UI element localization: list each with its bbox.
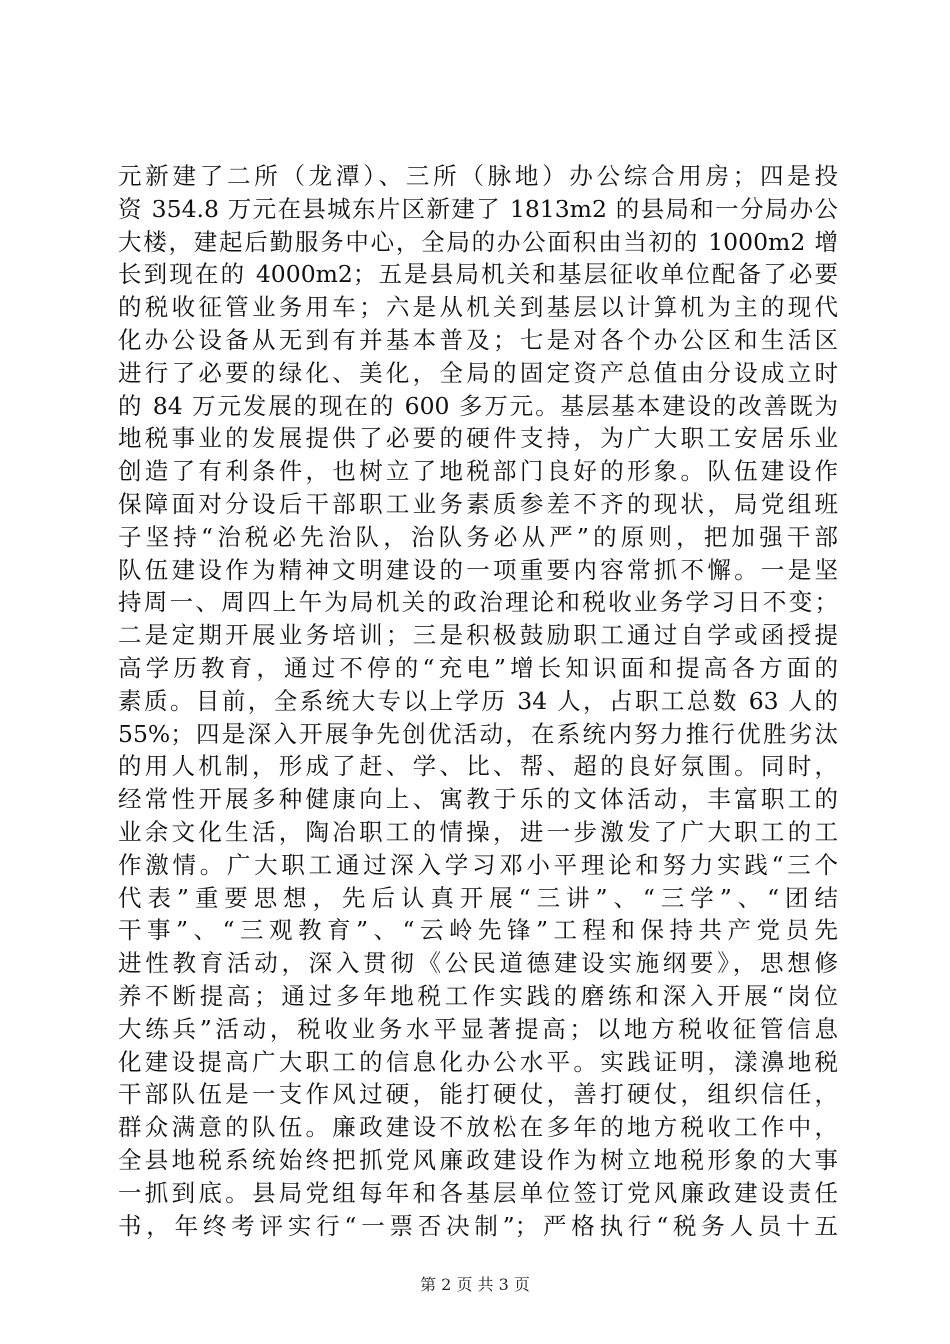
text-line: 资 354.8 万元在县城东片区新建了 1813m2 的县局和一分局办公 bbox=[118, 194, 838, 223]
text-line: 全县地税系统始终把抓党风廉政建设作为树立地税形象的大事 bbox=[118, 1145, 838, 1174]
text-line: 经常性开展多种健康向上、寓教于乐的文体活动，丰富职工的 bbox=[118, 785, 838, 814]
text-line: 作激情。广大职工通过深入学习邓小平理论和努力实践“三个 bbox=[118, 850, 838, 879]
text-line: 养不断提高；通过多年地税工作实践的磨练和深入开展“岗位 bbox=[118, 981, 838, 1010]
text-line: 干部队伍是一支作风过硬，能打硬仗，善打硬仗，组织信任， bbox=[118, 1080, 838, 1109]
text-line: 大楼，建起后勤服务中心，全局的办公面积由当初的 1000m2 增 bbox=[118, 227, 838, 256]
text-line: 化办公设备从无到有并基本普及；七是对各个办公区和生活区 bbox=[118, 325, 838, 354]
text-line: 55%；四是深入开展争先创优活动，在系统内努力推行优胜劣汰 bbox=[118, 719, 838, 748]
text-line: 化建设提高广大职工的信息化办公水平。实践证明，漾濞地税 bbox=[118, 1047, 838, 1076]
text-line: 二是定期开展业务培训；三是积极鼓励职工通过自学或函授提 bbox=[118, 621, 838, 650]
text-line: 地税事业的发展提供了必要的硬件支持，为广大职工安居乐业 bbox=[118, 424, 838, 453]
text-line: 子坚持“治税必先治队，治队务必从严”的原则，把加强干部 bbox=[118, 522, 838, 551]
text-line: 高学历教育，通过不停的“充电”增长知识面和提高各方面的 bbox=[118, 653, 838, 682]
text-line: 元新建了二所（龙潭）、三所（脉地）办公综合用房；四是投 bbox=[118, 162, 838, 190]
text-line: 素质。目前，全系统大专以上学历 34 人，占职工总数 63 人的 bbox=[118, 686, 838, 715]
body-text bbox=[118, 160, 838, 1242]
text-line: 进性教育活动，深入贯彻《公民道德建设实施纲要》，思想修 bbox=[118, 949, 838, 978]
text-line: 群众满意的队伍。廉政建设不放松在多年的地方税收工作中， bbox=[118, 1113, 838, 1142]
text-line: 进行了必要的绿化、美化，全局的固定资产总值由分设成立时 bbox=[118, 358, 838, 387]
text-line: 业余文化生活，陶冶职工的情操，进一步激发了广大职工的工 bbox=[118, 817, 838, 846]
page-number-footer: 第 2 页 共 3 页 bbox=[420, 1275, 530, 1294]
text-line: 的税收征管业务用车；六是从机关到基层以计算机为主的现代 bbox=[118, 293, 838, 322]
text-line: 长到现在的 4000m2；五是县局机关和基层征收单位配备了必要 bbox=[118, 260, 838, 289]
text-line: 大练兵”活动，税收业务水平显著提高；以地方税收征管信息 bbox=[118, 1014, 838, 1043]
text-line: 的 84 万元发展的现在的 600 多万元。基层基本建设的改善既为 bbox=[118, 391, 838, 420]
text-line: 干事”、“三观教育”、“云岭先锋”工程和保持共产党员先 bbox=[118, 916, 838, 945]
text-line: 一抓到底。县局党组每年和各基层单位签订党风廉政建设责任 bbox=[118, 1178, 838, 1207]
text-line: 保障面对分设后干部职工业务素质参差不齐的现状，局党组班 bbox=[118, 489, 838, 518]
text-line: 代表”重要思想，先后认真开展“三讲”、“三学”、“团结 bbox=[118, 883, 838, 912]
text-line: 的用人机制，形成了赶、学、比、帮、超的良好氛围。同时， bbox=[118, 752, 838, 781]
text-line: 书，年终考评实行“一票否决制”；严格执行“税务人员十五 bbox=[118, 1211, 838, 1240]
text-line: 持周一、周四上午为局机关的政治理论和税收业务学习日不变； bbox=[118, 588, 838, 617]
text-line: 队伍建设作为精神文明建设的一项重要内容常抓不懈。一是坚 bbox=[118, 555, 838, 584]
text-line: 创造了有利条件，也树立了地税部门良好的形象。队伍建设作 bbox=[118, 457, 838, 486]
